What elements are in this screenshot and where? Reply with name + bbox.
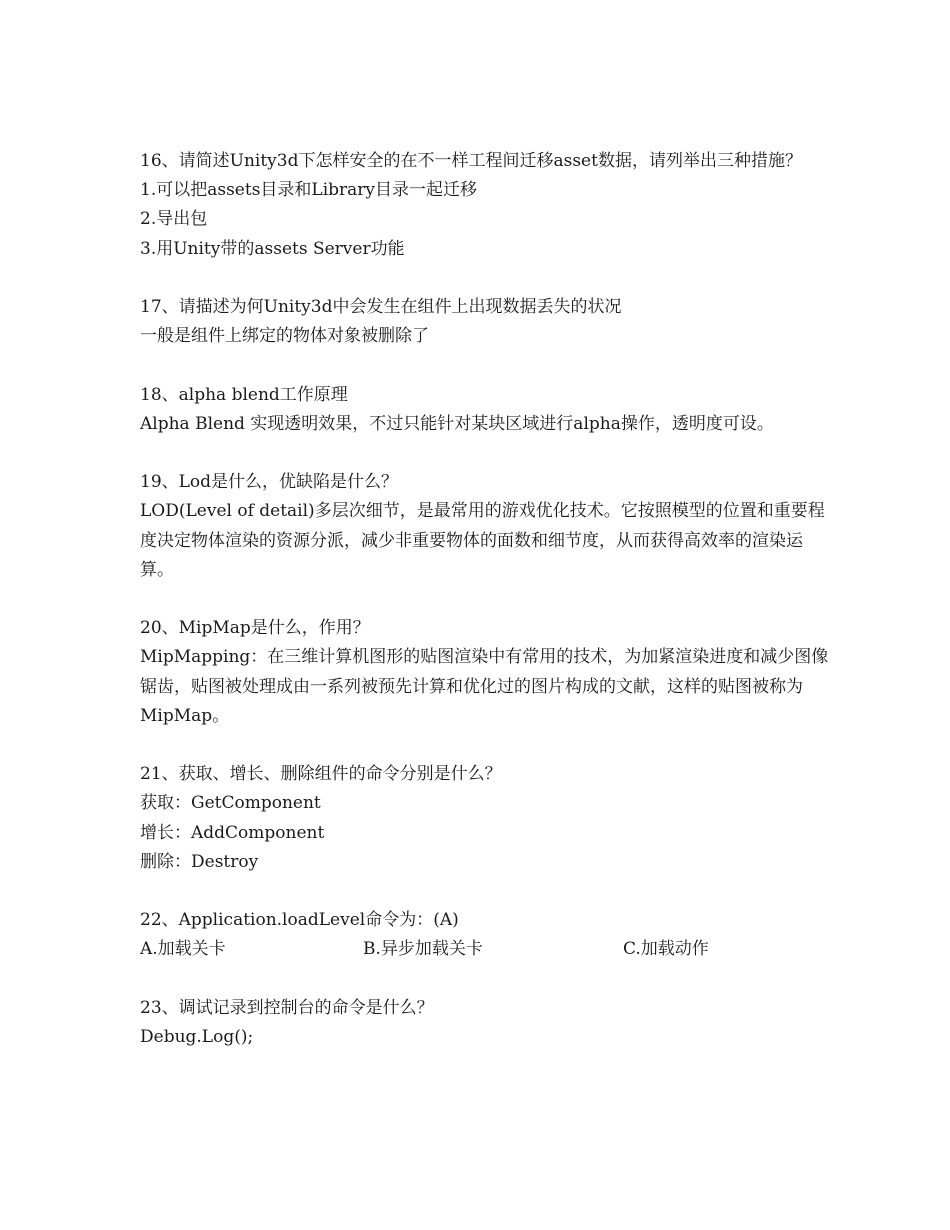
question-16-answer-3: 3.用Unity带的assets Server功能 — [140, 238, 405, 259]
question-20 — [140, 614, 830, 731]
question-16 — [140, 147, 830, 264]
spacer — [140, 439, 830, 468]
spacer — [140, 731, 830, 760]
question-22-title: 22、Application.loadLevel命令为：(A) — [140, 910, 459, 931]
question-18-title: 18、alpha blend工作原理 — [140, 384, 348, 405]
document-page — [140, 147, 830, 1052]
question-23 — [140, 994, 830, 1052]
question-16-title: 16、请简述Unity3d下怎样安全的在不一样工程间迁移asset数据，请列举出三种措施？ — [140, 151, 802, 171]
question-19-answer: LOD(Level of detail)多层次细节，是最常用的游戏优化技术。它按照模型的位置和重要程度决定物体渲染的资源分派，减少非重要物体的面数和细节度，从而获得高效率的渲染运算。 — [140, 501, 825, 580]
spacer — [140, 877, 830, 906]
spacer — [140, 585, 830, 614]
question-21-answer-get: 获取：GetComponent — [140, 793, 321, 814]
option-a: A.加载关卡 — [140, 939, 226, 960]
spacer — [140, 264, 830, 293]
question-21-title: 21、获取、增长、删除组件的命令分别是什么？ — [140, 764, 502, 785]
question-17 — [140, 293, 830, 351]
option-c: C.加载动作 — [623, 939, 709, 960]
question-20-title: 20、MipMap是什么，作用？ — [140, 618, 370, 639]
question-19 — [140, 468, 830, 585]
question-18 — [140, 381, 830, 439]
spacer — [140, 965, 830, 994]
question-21 — [140, 760, 830, 877]
question-22-options — [140, 935, 830, 964]
question-16-answer-2: 2.导出包 — [140, 209, 208, 230]
question-18-answer: Alpha Blend 实现透明效果，不过只能针对某块区域进行alpha操作，透明度可设。 — [140, 413, 774, 434]
spacer — [140, 351, 830, 380]
question-20-answer: MipMapping：在三维计算机图形的贴图渲染中有常用的技术，为加紧渲染进度和减少图像锯齿，贴图被处理成由一系列被预先计算和优化过的图片构成的文献，这样的贴图被称为MipMap。 — [140, 647, 829, 726]
question-19-title: 19、Lod是什么，优缺陷是什么？ — [140, 472, 399, 493]
question-23-title: 23、调试记录到控制台的命令是什么？ — [140, 997, 434, 1018]
question-16-answer-1: 1.可以把assets目录和Library目录一起迁移 — [140, 180, 478, 201]
question-22 — [140, 906, 830, 964]
question-17-title: 17、请描述为何Unity3d中会发生在组件上出现数据丢失的状况 — [140, 297, 622, 317]
option-b: B.异步加载关卡 — [363, 939, 483, 960]
question-17-answer: 一般是组件上绑定的物体对象被删除了 — [140, 326, 429, 347]
question-21-answer-add: 增长：AddComponent — [140, 822, 325, 843]
question-21-answer-delete: 删除：Destroy — [140, 851, 259, 872]
question-23-answer: Debug.Log(); — [140, 1026, 254, 1047]
